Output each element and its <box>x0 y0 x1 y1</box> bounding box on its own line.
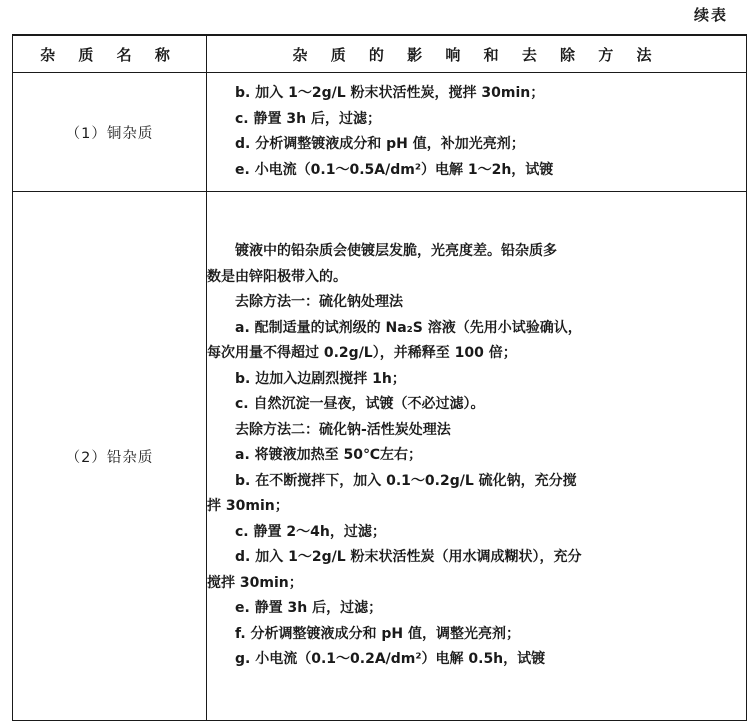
continued-label: 续表 <box>693 6 728 24</box>
method-2-step-g: g. 小电流（0.1～0.2A/dm²）电解 0.5h，试镀 <box>235 651 546 668</box>
header-effect-and-removal: 杂 质 的 影 响 和 去 除 方 法 <box>207 35 747 73</box>
copper-step-e: e. 小电流（0.1～0.5A/dm²）电解 1～2h，试镀 <box>235 161 554 178</box>
method-2-step-e: e. 静置 3h 后，过滤； <box>235 600 383 617</box>
table-row-lead <box>13 192 747 721</box>
copper-step-c: c. 静置 3h 后，过滤； <box>235 110 381 127</box>
impurity-name-lead: （2）铅杂质 <box>13 192 207 721</box>
method-2-title: 去除方法二：硫化钠-活性炭处理法 <box>235 421 451 438</box>
lead-intro-line-1: 镀液中的铅杂质会使镀层发脆，光亮度差。铅杂质多 <box>235 243 557 260</box>
method-2-step-d-line-1: d. 加入 1～2g/L 粉末状活性炭（用水调成糊状），充分 <box>235 549 582 566</box>
header-impurity-name: 杂 质 名 称 <box>13 35 207 73</box>
table-row-copper <box>13 73 747 192</box>
impurity-name-copper: （1）铜杂质 <box>13 73 207 192</box>
copper-step-d: d. 分析调整镀液成分和 pH 值，补加光亮剂； <box>235 136 525 152</box>
method-2-step-b-line-2: 拌 30min； <box>207 498 289 515</box>
impurity-table <box>12 34 747 721</box>
copper-removal-steps <box>207 73 747 192</box>
method-1-step-a-line-2: 每次用量不得超过 0.2g/L），并稀释至 100 倍； <box>207 345 517 362</box>
lead-intro-line-2: 数是由锌阳极带入的。 <box>207 268 347 285</box>
method-2-step-f: f. 分析调整镀液成分和 pH 值，调整光亮剂； <box>235 625 521 642</box>
copper-step-b: b. 加入 1～2g/L 粉末状活性炭，搅拌 30min； <box>235 85 545 101</box>
method-2-step-a: a. 将镀液加热至 50℃左右； <box>235 447 422 464</box>
method-1-title: 去除方法一：硫化钠处理法 <box>235 294 403 311</box>
lead-removal-steps <box>207 192 747 721</box>
method-1-step-c: c. 自然沉淀一昼夜，试镀（不必过滤）。 <box>235 396 485 413</box>
method-2-step-d-line-2: 搅拌 30min； <box>207 574 303 591</box>
table-header-row <box>13 35 747 73</box>
method-2-step-b-line-1: b. 在不断搅拌下，加入 0.1～0.2g/L 硫化钠，充分搅 <box>235 472 577 489</box>
method-1-step-a-line-1: a. 配制适量的试剂级的 Na₂S 溶液（先用小试验确认， <box>235 319 582 336</box>
method-1-step-b: b. 边加入边剧烈搅拌 1h； <box>235 370 406 387</box>
method-2-step-c: c. 静置 2～4h，过滤； <box>235 523 386 540</box>
